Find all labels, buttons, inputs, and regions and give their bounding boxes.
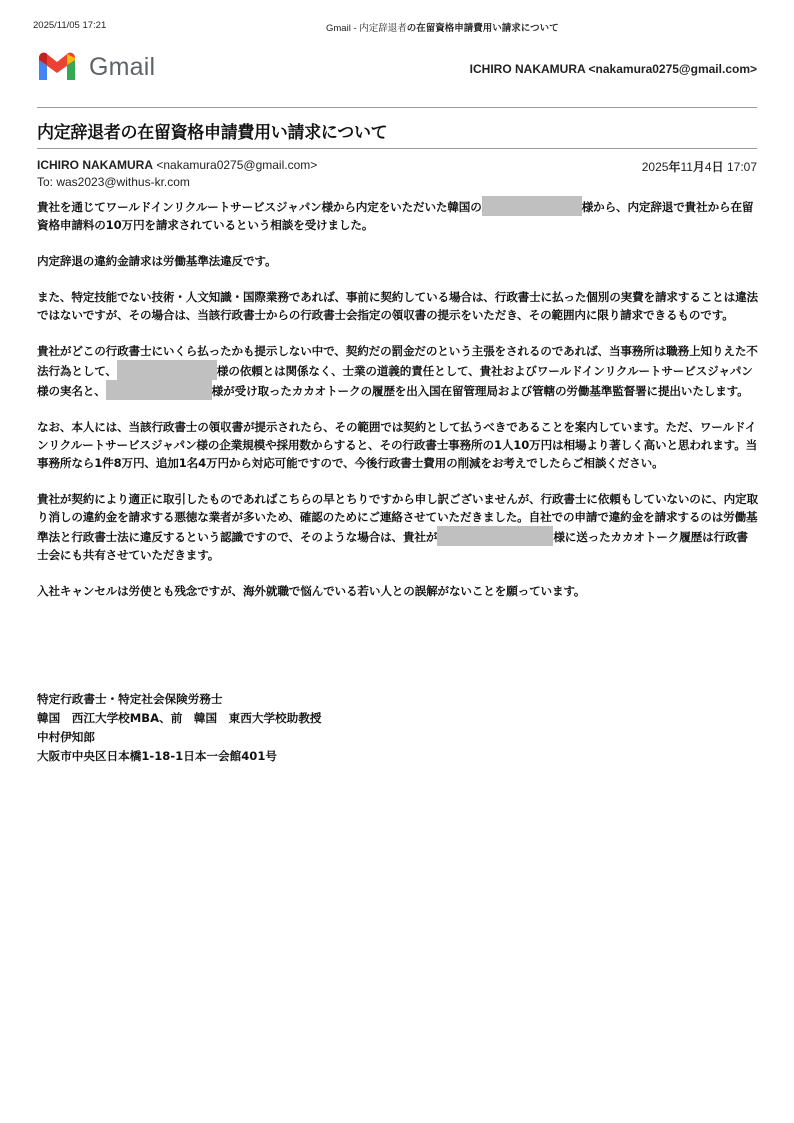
sender-email: <nakamura0275@gmail.com> xyxy=(156,158,318,172)
gmail-m-icon xyxy=(37,52,77,82)
paragraph-6: 貴社が契約により適正に取引したものであればこちらの早とちりですから申し訳ございませんが、行政書士に依頼もしていないのに、内定取り消しの違約金を請求する悪徳な業者が多いため、確認のためにご連絡させていただきました。自社での申請で違約金を請求するのは労働基準法と行政書士法に違反するという認識ですので、そのような場合は、貴社が 様に送ったカカオトーク履歴は行政書士会にも共有させていただきます。 xyxy=(37,492,758,562)
print-datetime: 2025/11/05 17:21 xyxy=(33,20,107,31)
divider-bottom xyxy=(37,148,757,149)
sender-name: ICHIRO NAKAMURA xyxy=(37,158,153,172)
email-body xyxy=(37,196,759,618)
paragraph-4: 貴社がどこの行政書士にいくら払ったかも提示しない中で、契約だの罰金だのという主張をされるのであれば、当事務所は職務上知りえた不法行為として、 様の依頼とは関係なく、士業の道義的責任として、貴社およびワールドインリクルートサービスジャパン様の実名と、 様が受け取ったカカオトークの履歴を出入国在留管理局および管轄の労働基準監督署に提出いたします。 xyxy=(37,344,758,398)
account-identity: ICHIRO NAKAMURA <nakamura0275@gmail.com> xyxy=(469,62,757,76)
email-subject: 内定辞退者の在留資格申請費用い請求について xyxy=(37,123,388,143)
sender-line xyxy=(37,158,317,172)
gmail-logo xyxy=(37,52,155,82)
paragraph-7: 入社キャンセルは労使とも残念ですが、海外就職で悩んでいる若い人との誤解がないことを願っています。 xyxy=(37,584,586,598)
redaction-box xyxy=(106,380,212,400)
sent-date: 2025年11月4日 17:07 xyxy=(641,160,757,174)
print-page-title xyxy=(326,20,559,34)
paragraph-5: なお、本人には、当該行政書士の領収書が提示されたら、その範囲では契約として払うべきであることを案内しています。ただ、ワールドインリクルートサービスジャパン様の企業規模や採用数からすると、その行政書士事務所の1人10万円は相場より著しく高いと思われます。当事務所なら1件8万円、追加1名4万円から対応可能ですので、今後行政書士費用の削減をお考えでしたらご相談ください。 xyxy=(37,420,758,470)
paragraph-3: また、特定技能でない技術・人文知識・国際業務であれば、事前に契約している場合は、行政書士に払った個別の実費を請求することは違法ではないですが、その場合は、当該行政書士からの行政書士会指定の領収書の提示をいただき、その範囲内に限り請求できるものです。 xyxy=(37,290,758,322)
print-header xyxy=(0,20,794,36)
redaction-box xyxy=(475,526,553,546)
paragraph-1: 貴社を通じてワールドインリクルートサービスジャパン様から内定をいただいた韓国の 様から、内定辞退で貴社から在留資格申請料の10万円を請求されているという相談を受けました。 xyxy=(37,196,759,234)
print-title-prefix: Gmail - 内定辞退者 xyxy=(326,23,407,34)
recipient-line: To: was2023@withus-kr.com xyxy=(37,175,190,189)
redaction-box xyxy=(482,196,582,216)
print-title-rest: の在留資格申請費用い請求について xyxy=(406,23,559,34)
gmail-wordmark: Gmail xyxy=(89,52,156,81)
signature-address: 大阪市中央区日本橋1-18-1日本一会館401号 xyxy=(37,749,277,763)
signature-name: 中村伊知郎 xyxy=(37,730,95,744)
paragraph-2: 内定辞退の違約金請求は労働基準法違反です。 xyxy=(37,254,277,268)
divider-top xyxy=(37,107,757,108)
email-signature xyxy=(37,690,321,766)
signature-title: 特定行政書士・特定社会保険労務士 xyxy=(37,692,223,706)
signature-credentials: 韓国 西江大学校MBA、前 韓国 東西大学校助教授 xyxy=(37,711,322,725)
redaction-box xyxy=(117,360,217,380)
redaction-box xyxy=(437,526,475,546)
